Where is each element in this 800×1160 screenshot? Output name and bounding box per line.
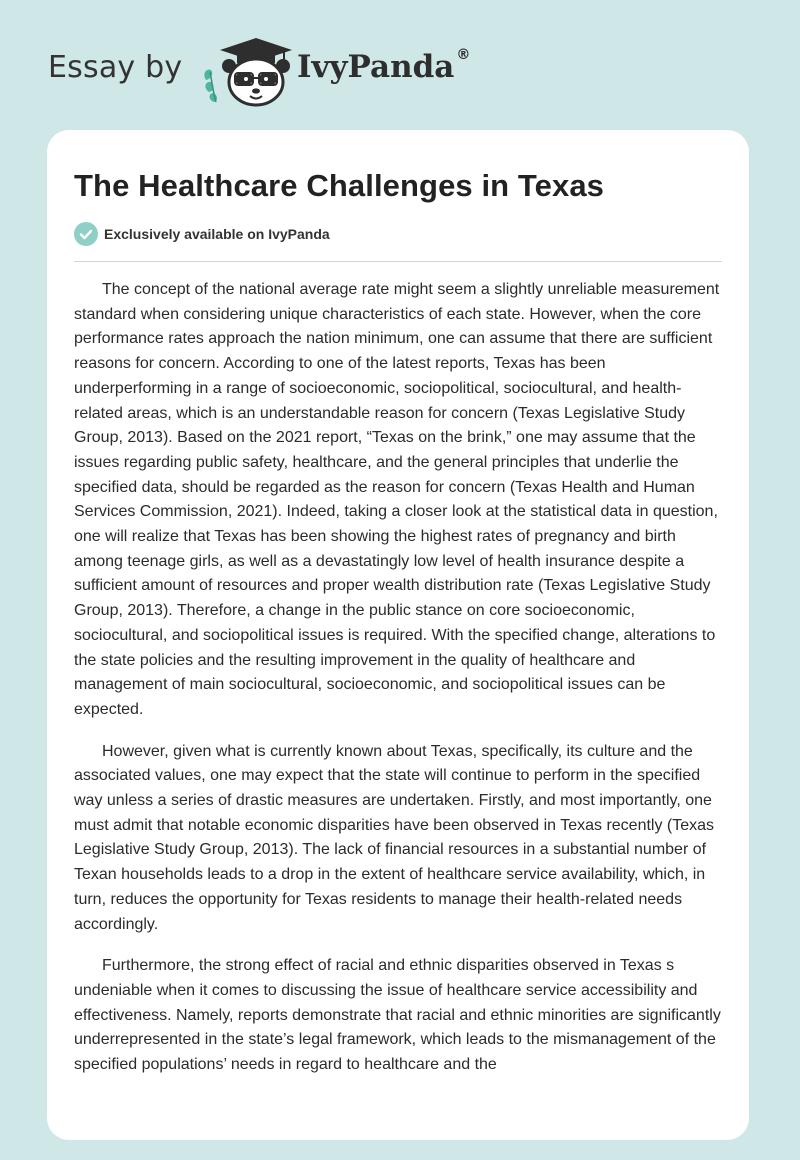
panda-graduate-logo-icon[interactable]	[200, 36, 296, 108]
brand-name[interactable]	[297, 49, 470, 85]
check-circle-icon	[74, 222, 98, 246]
essay-body	[74, 278, 724, 1095]
site-header	[0, 0, 800, 130]
brand-text: IvyPanda	[297, 49, 455, 85]
essay-title: The Healthcare Challenges in Texas	[74, 168, 605, 203]
exclusive-badge	[74, 222, 330, 246]
paragraph: The concept of the national average rate might seem a slightly unreliable measurement standard when considering unique characteristics of each state. However, when the core performance rates approach the nation minimum, one can assume that there are sufficient reasons for concern. According to one of the latest reports, Texas has been underperforming in a range of socioeconomic, sociopolitical, sociocultural, and health-related areas, which is an understandable reason for concern (Texas Legislative Study Group, 2013). Based on the 2021 report, “Texas on the brink,” one may assume that the issues regarding public safety, healthcare, and the general principles that underlie the specified data, should be regarded as the reason for concern (Texas Health and Human Services Commission, 2021). Indeed, taking a closer look at the statistical data in question, one will realize that Texas has been showing the highest rates of pregnancy and birth among teenage girls, as well as a devastatingly low level of health insurance despite a sufficient amount of resources and proper wealth distribution rate (Texas Legislative Study Group, 2013). Therefore, a change in the public stance on core socioeconomic, sociocultural, and sociopolitical issues is required. With the specified change, alterations to the state policies and the resulting improvement in the quality of healthcare and management of main sociocultural, socioeconomic, and sociopolitical issues can be expected.	[74, 281, 720, 718]
trademark-symbol: ®	[456, 47, 471, 63]
title-divider	[74, 261, 722, 262]
essay-card	[47, 130, 749, 1140]
paragraph: However, given what is currently known about Texas, specifically, its culture and the associated values, one may expect that the state will continue to perform in the specified way unless a series of drastic measures are undertaken. Firstly, and most importantly, one must admit that notable economic disparities have been observed in Texas recently (Texas Legislative Study Group, 2013). The lack of financial resources in a substantial number of Texan households leads to a drop in the extent of healthcare service availability, which, in turn, reduces the opportunity for Texas residents to manage their health-related needs accordingly.	[74, 742, 715, 933]
essay-by-label: Essay by	[48, 50, 183, 85]
exclusive-badge-text: Exclusively available on IvyPanda	[104, 226, 330, 242]
paragraph: Furthermore, the strong effect of racial and ethnic disparities observed in Texas s undeniable when it comes to discussing the issue of healthcare service accessibility and effectiveness. Namely, reports demonstrate that racial and ethnic minorities are significantly underrepresented in the state’s legal framework, which leads to the mismanagement of the specified populations’ needs in regard to healthcare and the	[74, 957, 721, 1074]
